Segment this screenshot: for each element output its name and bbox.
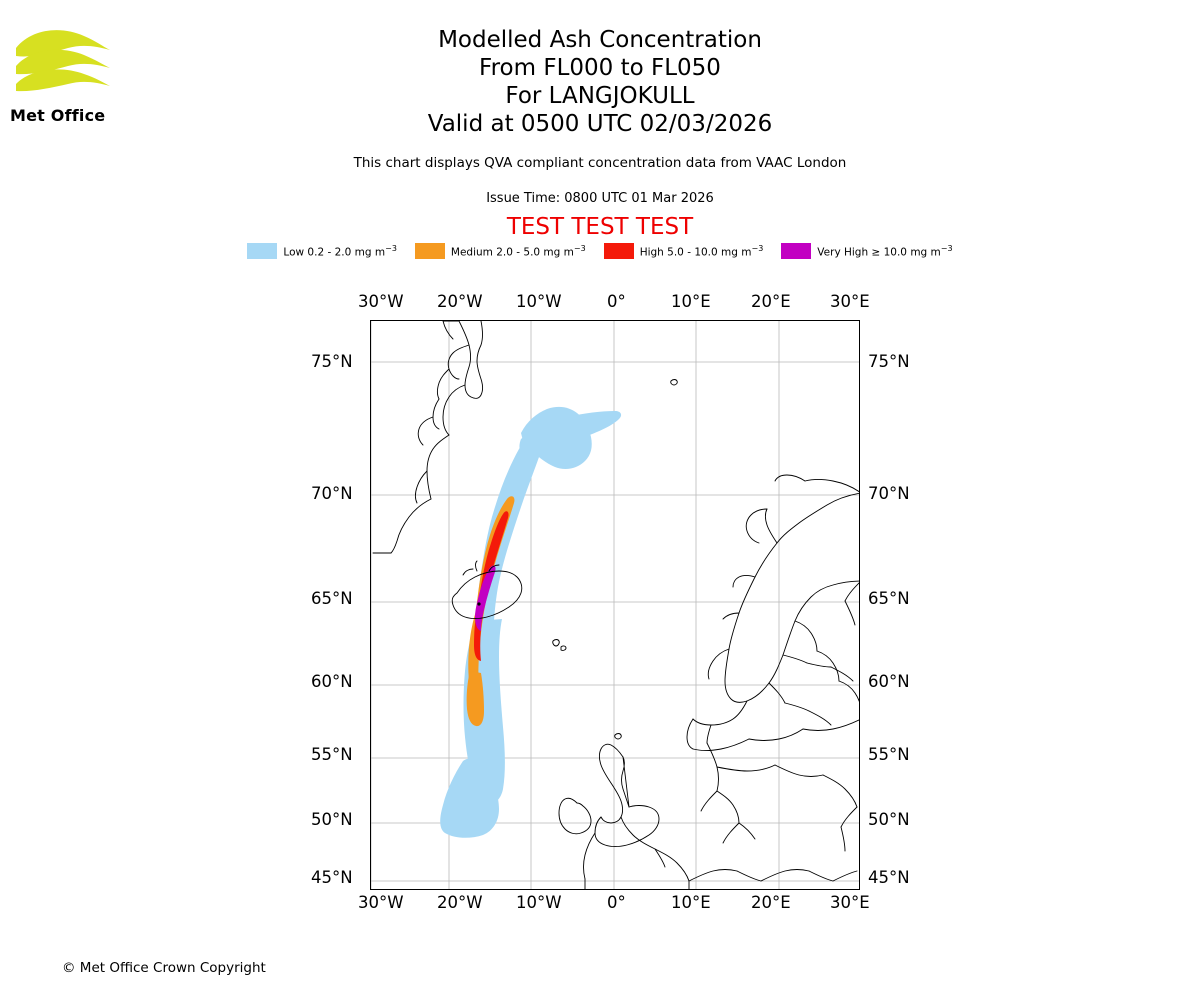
legend-label-low: Low 0.2 - 2.0 mg $m^{-3}$ (283, 243, 397, 259)
y-tick-left-65N: 65°N (311, 589, 353, 608)
x-tick-top-30W: 30°W (358, 292, 404, 311)
x-tick-top-0: 0° (607, 292, 626, 311)
legend-swatch-high (604, 243, 634, 259)
x-tick-bottom-30E: 30°E (830, 893, 870, 912)
x-tick-top-20E: 20°E (751, 292, 791, 311)
x-tick-bottom-10E: 10°E (671, 893, 711, 912)
legend-item-low (247, 243, 396, 259)
y-tick-right-65N: 65°N (868, 589, 910, 608)
y-tick-right-45N: 45°N (868, 868, 910, 887)
y-tick-left-60N: 60°N (311, 672, 353, 691)
legend-label-medium: Medium 2.0 - 5.0 mg $m^{-3}$ (450, 243, 586, 259)
issue-time: Issue Time: 0800 UTC 01 Mar 2026 (486, 191, 714, 206)
copyright-text: © Met Office Crown Copyright (62, 960, 266, 976)
y-tick-left-70N: 70°N (311, 484, 353, 503)
volcano-name: For LANGJOKULL (505, 83, 695, 109)
legend-swatch-low (247, 243, 277, 259)
y-tick-right-60N: 60°N (868, 672, 910, 691)
y-tick-left-55N: 55°N (311, 745, 353, 764)
x-tick-bottom-30W: 30°W (358, 893, 404, 912)
x-tick-top-10W: 10°W (516, 292, 562, 311)
test-banner: TEST TEST TEST (506, 214, 694, 240)
logo-text: Met Office (10, 106, 106, 125)
y-tick-right-75N: 75°N (868, 352, 910, 371)
x-tick-top-20W: 20°W (437, 292, 483, 311)
chart-subtitle: This chart displays QVA compliant concentration data from VAAC London (353, 155, 847, 171)
x-tick-top-10E: 10°E (671, 292, 711, 311)
y-tick-right-50N: 50°N (868, 810, 910, 829)
volcano-marker (477, 602, 480, 605)
legend-item-very-high (781, 243, 952, 259)
legend-swatch-medium (415, 243, 445, 259)
y-tick-left-75N: 75°N (311, 352, 353, 371)
legend-label-high: High 5.0 - 10.0 mg $m^{-3}$ (639, 243, 764, 259)
concentration-legend (0, 243, 1200, 259)
y-tick-left-45N: 45°N (311, 868, 353, 887)
x-tick-bottom-10W: 10°W (516, 893, 562, 912)
x-tick-bottom-0: 0° (607, 893, 626, 912)
x-tick-top-30E: 30°E (830, 292, 870, 311)
legend-label-very-high: Very High ≥ 10.0 mg $m^{-3}$ (817, 243, 953, 259)
x-tick-bottom-20E: 20°E (751, 893, 791, 912)
map-canvas (371, 321, 860, 890)
legend-swatch-very-high (781, 243, 811, 259)
x-tick-bottom-20W: 20°W (437, 893, 483, 912)
y-tick-right-55N: 55°N (868, 745, 910, 764)
legend-item-medium (415, 243, 586, 259)
page-title: Modelled Ash Concentration (438, 27, 762, 53)
y-tick-left-50N: 50°N (311, 810, 353, 829)
y-tick-right-70N: 70°N (868, 484, 910, 503)
ash-concentration-map[interactable] (370, 320, 860, 890)
flight-level-range: From FL000 to FL050 (479, 55, 721, 81)
title-block (0, 26, 1200, 138)
legend-item-high (604, 243, 764, 259)
valid-time: Valid at 0500 UTC 02/03/2026 (427, 111, 773, 137)
